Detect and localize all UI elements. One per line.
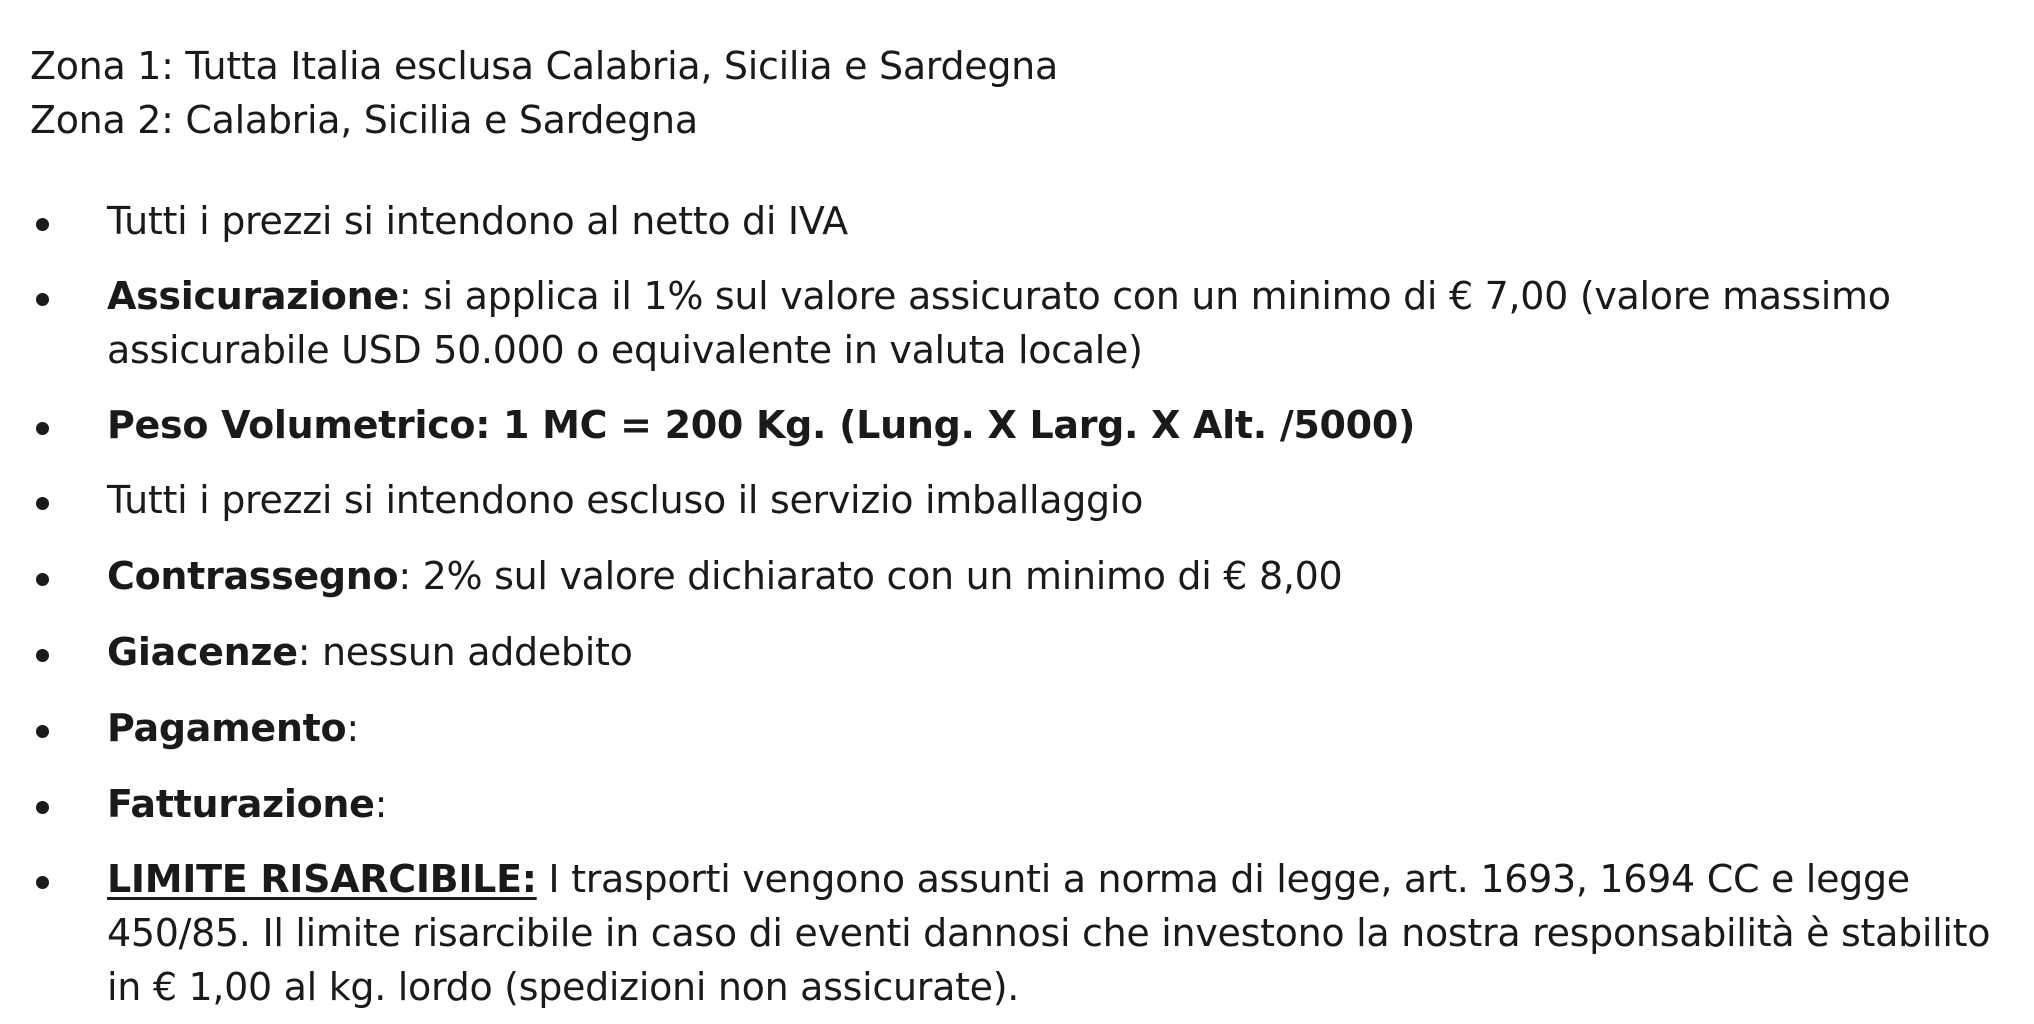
bullet-dot (36, 422, 49, 435)
limite-risarcibile-label: LIMITE RISARCIBILE: (107, 857, 537, 901)
pagamento-separator: : (346, 706, 359, 750)
pagamento-label: Pagamento (107, 706, 347, 750)
bullet-dot (36, 649, 49, 662)
assicurazione-text: si applica il 1% sul valore assicurato con un minimo di € 7,00 (valore massimo assicurabile USD 50.000 o equivalente in valuta locale) (107, 274, 1891, 372)
list-item-text (107, 194, 2017, 248)
giacenze-label: Giacenze (107, 630, 298, 674)
list-item-text (107, 398, 2017, 452)
fatturazione-separator: : (374, 782, 388, 826)
assicurazione-separator: : (398, 274, 412, 318)
limite-risarcibile-text: I trasporti vengono assunti a norma di legge, art. 1693, 1694 CC e legge 450/85. Il limite risarcibile in caso di eventi dannosi che investono la nostra responsabilità è stabilito in € 1,00 al kg. lordo (spedizioni non assicurate). (107, 857, 1991, 1009)
contrassegno-separator: : (398, 554, 411, 598)
contrassegno-label: Contrassegno (107, 554, 399, 598)
zone-2-line: Zona 2: Calabria, Sicilia e Sardegna (30, 98, 698, 142)
contrassegno-text: 2% sul valore dichiarato con un minimo di € 8,00 (410, 554, 1343, 598)
list-item-text (107, 701, 2017, 755)
imballaggio-text: Tutti i prezzi si intendono escluso il servizio imballaggio (107, 478, 1144, 522)
zone-1-line: Zona 1: Tutta Italia esclusa Calabria, Sicilia e Sardegna (30, 44, 1058, 88)
bullet-dot (36, 218, 49, 231)
list-item-text (107, 852, 2022, 1014)
bullet-dot (36, 573, 49, 586)
list-item-text (107, 625, 2017, 679)
list-item-text (107, 473, 2017, 527)
list-item-text (107, 269, 1907, 377)
list-item-text (107, 549, 2017, 603)
bullet-dot (36, 293, 49, 306)
bullet-dot (36, 876, 49, 889)
iva-text: Tutti i prezzi si intendono al netto di IVA (107, 199, 848, 243)
fatturazione-label: Fatturazione (107, 782, 375, 826)
bullet-dot (36, 497, 49, 510)
giacenze-text: nessun addebito (310, 630, 633, 674)
giacenze-separator: : (297, 630, 311, 674)
list-item-text (107, 777, 2017, 831)
bullet-dot (36, 725, 49, 738)
assicurazione-label: Assicurazione (107, 274, 399, 318)
peso-volumetrico-label: Peso Volumetrico: 1 MC = 200 Kg. (Lung. X Larg. X Alt. /5000) (107, 403, 1416, 447)
bullet-dot (36, 801, 49, 814)
